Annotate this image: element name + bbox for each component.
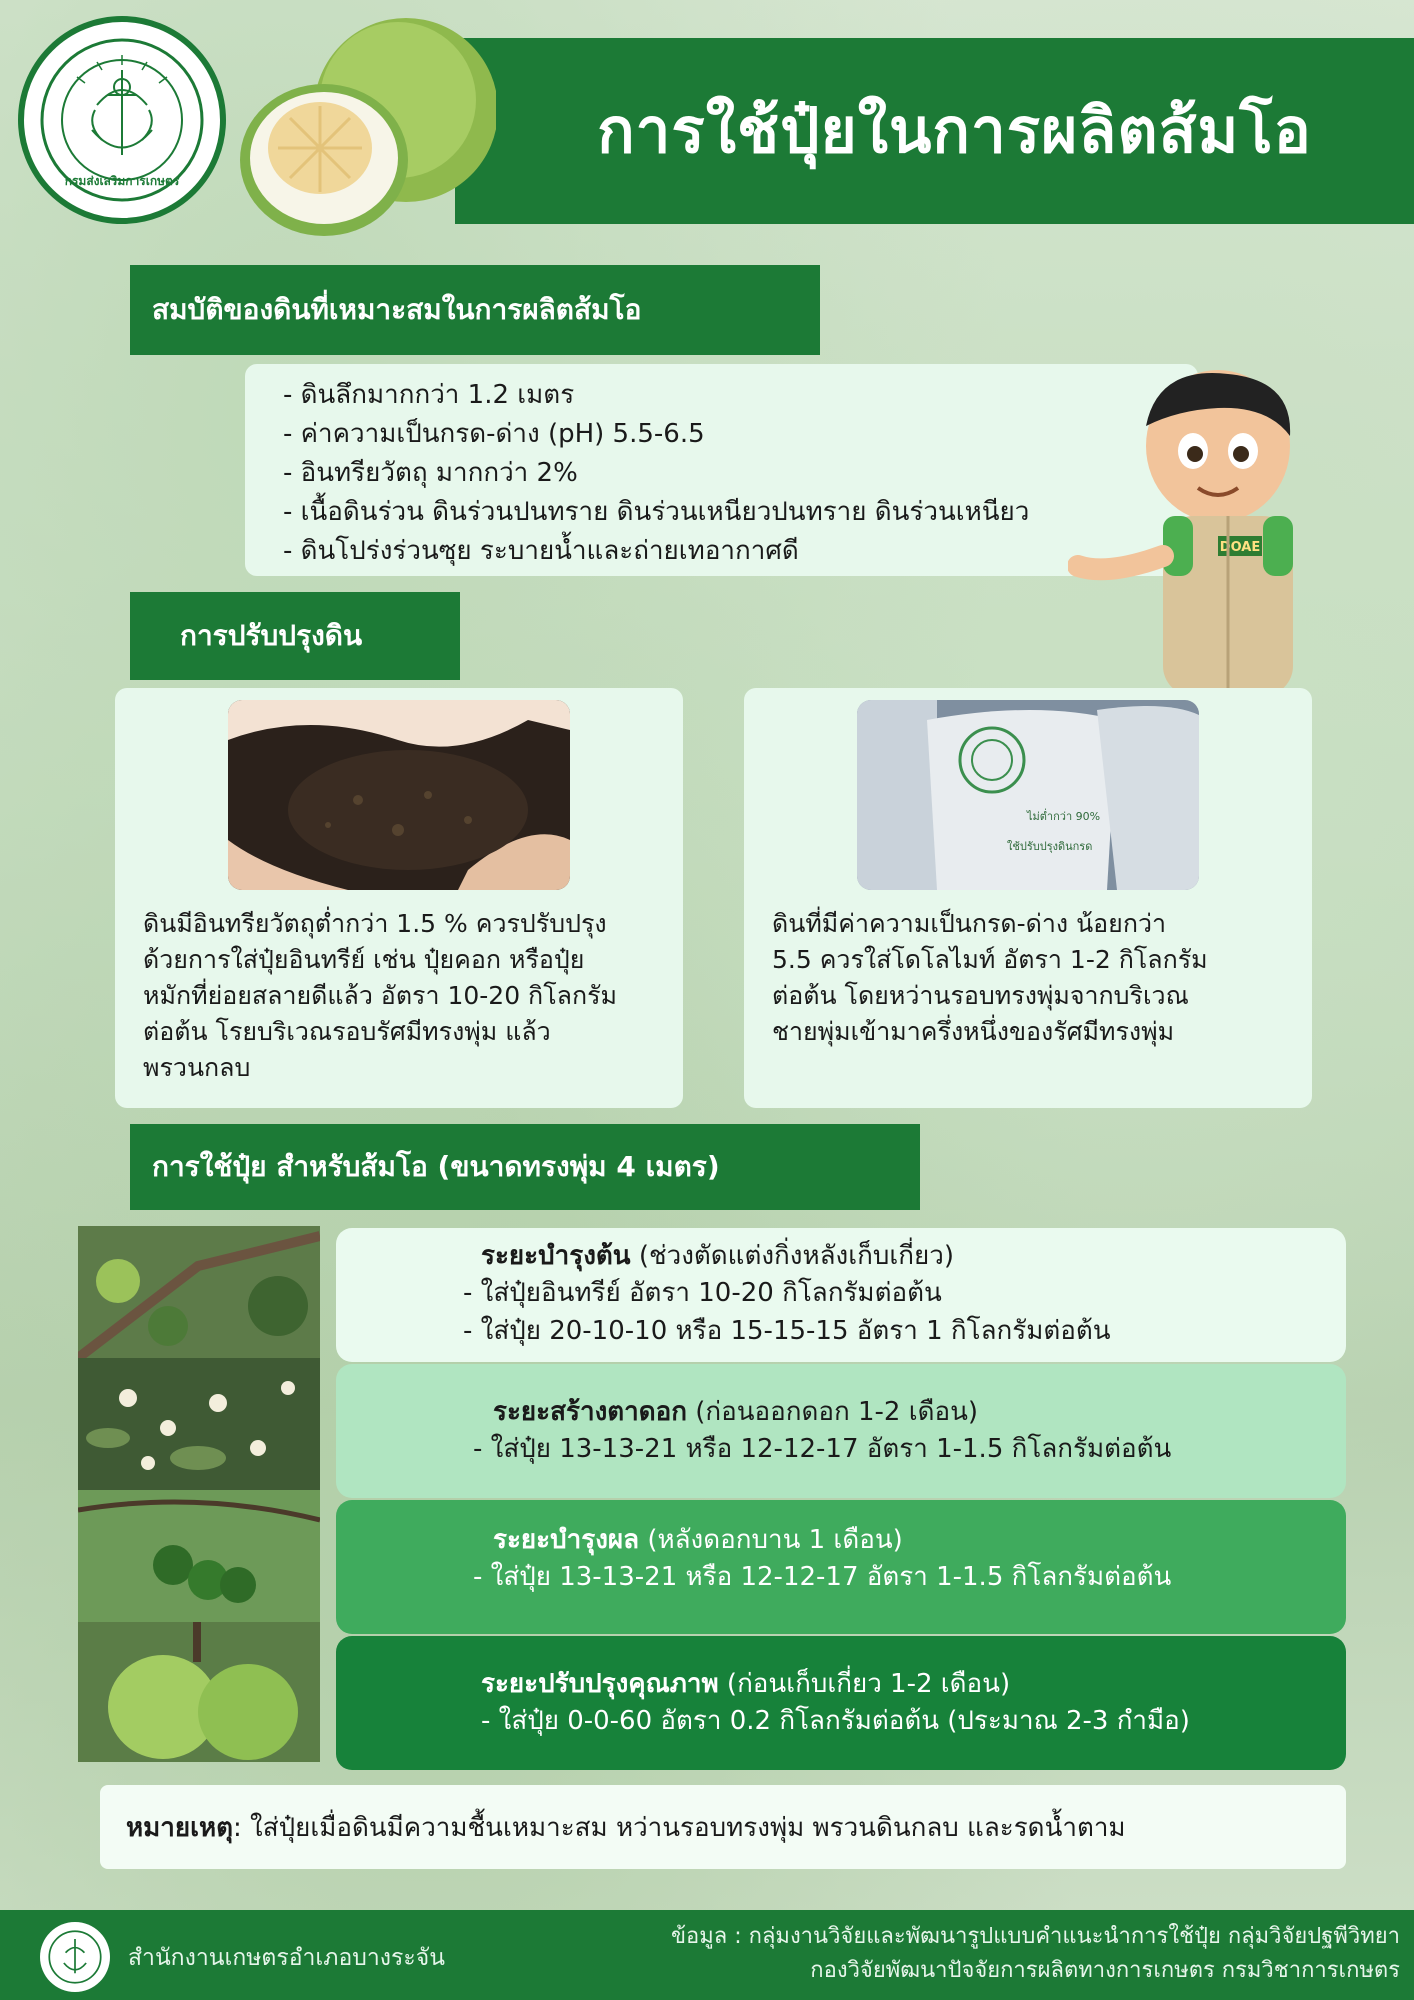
desc-line: ด้วยการใส่ปุ๋ยอินทรีย์ เช่น ปุ๋ยคอก หรือปุ๋ย — [143, 945, 585, 974]
stage-3-image — [78, 1490, 320, 1622]
stage-title — [481, 1238, 1346, 1274]
compost-in-hands-image — [228, 700, 570, 890]
title-banner — [455, 38, 1414, 224]
stage-line: - ใส่ปุ๋ย 20-10-10 หรือ 15-15-15 อัตรา 1 กิโลกรัมต่อต้น — [463, 1316, 1111, 1346]
desc-line: หมักที่ย่อยสลายดีแล้ว อัตรา 10-20 กิโลกรัม — [143, 981, 617, 1010]
desc-line: ดินที่มีค่าความเป็นกรด-ด่าง น้อยกว่า — [772, 909, 1167, 938]
page-title: การใช้ปุ๋ยในการผลิตส้มโอ — [597, 94, 1312, 167]
stage-subtitle: (ช่วงตัดแต่งกิ่งหลังเก็บเกี่ยว) — [630, 1241, 954, 1271]
sack-text-2: ใช้ปรับปรุงดินกรด — [1007, 840, 1093, 853]
stage-title — [481, 1666, 1346, 1702]
soil-heading-text: สมบัติของดินที่เหมาะสมในการผลิตส้มโอ — [152, 293, 642, 326]
stage-4-image — [78, 1622, 320, 1762]
organic-matter-card — [115, 688, 683, 1108]
stage-title-bold: ระยะสร้างตาดอก — [493, 1397, 687, 1427]
source-line: ข้อมูล : กลุ่มงานวิจัยและพัฒนารูปแบบคำแนะนำการใช้ปุ๋ย กลุ่มวิจัยปฐพีวิทยา — [671, 1924, 1400, 1949]
desc-line: ต่อต้น โรยบริเวณรอบรัศมีทรงพุ่ม แล้ว — [143, 1017, 551, 1046]
soil-properties-card — [245, 364, 1198, 576]
list-item: - ค่าความเป็นกรด-ด่าง (pH) 5.5-6.5 — [283, 419, 705, 449]
stage-line: - ใส่ปุ๋ย 0-0-60 อัตรา 0.2 กิโลกรัมต่อต้น (ประมาณ 2-3 กำมือ) — [481, 1706, 1190, 1736]
desc-line: ต่อต้น โดยหว่านรอบทรงพุ่มจากบริเวณ — [772, 981, 1189, 1010]
soil-section-heading — [130, 265, 820, 355]
stage-1-image — [78, 1226, 320, 1358]
note-text: : ใส่ปุ๋ยเมื่อดินมีความชื้นเหมาะสม หว่านรอบทรงพุ่ม พรวนดินกลบ และรดน้ำตาม — [233, 1812, 1126, 1843]
stage-title-bold: ระยะบำรุงต้น — [481, 1241, 631, 1271]
pomelo-fruit-image — [238, 14, 496, 238]
list-item: - ดินโปร่งร่วนซุย ระบายน้ำและถ่ายเทอากาศดี — [283, 536, 799, 566]
stage-line: - ใส่ปุ๋ย 13-13-21 หรือ 12-12-17 อัตรา 1-1.5 กิโลกรัมต่อต้น — [473, 1562, 1172, 1592]
fertilizer-section-heading — [130, 1124, 920, 1210]
desc-line: พรวนกลบ — [143, 1053, 251, 1082]
stage-subtitle: (หลังดอกบาน 1 เดือน) — [639, 1525, 903, 1555]
stage-quality — [336, 1636, 1346, 1770]
stage-2-image — [78, 1358, 320, 1490]
stage-title — [493, 1522, 1346, 1558]
dolomite-description — [772, 906, 1284, 1050]
list-item: - ดินลึกมากกว่า 1.2 เมตร — [283, 380, 575, 410]
footer-seal-icon — [40, 1922, 110, 1992]
stage-fruit — [336, 1500, 1346, 1634]
stage-title — [493, 1394, 1346, 1430]
seal-icon — [37, 35, 207, 205]
stage-line: - ใส่ปุ๋ยอินทรีย์ อัตรา 10-20 กิโลกรัมต่อต้น — [463, 1278, 942, 1308]
dolomite-card — [744, 688, 1312, 1108]
department-seal-logo — [18, 16, 226, 224]
source-line: กองวิจัยพัฒนาปัจจัยการผลิตทางการเกษตร กรมวิชาการเกษตร — [810, 1958, 1400, 1983]
note-box — [100, 1785, 1346, 1869]
list-item: - เนื้อดินร่วน ดินร่วนปนทราย ดินร่วนเหนียวปนทราย ดินร่วนเหนียว — [283, 497, 1030, 527]
stage-line: - ใส่ปุ๋ย 13-13-21 หรือ 12-12-17 อัตรา 1-1.5 กิโลกรัมต่อต้น — [473, 1434, 1172, 1464]
desc-line: ชายพุ่มเข้ามาครึ่งหนึ่งของรัศมีทรงพุ่ม — [772, 1017, 1175, 1046]
desc-line: ดินมีอินทรียวัตถุต่ำกว่า 1.5 % ควรปรับปรุง — [143, 909, 607, 938]
stage-title-bold: ระยะปรับปรุงคุณภาพ — [481, 1669, 719, 1699]
note-label: หมายเหตุ — [126, 1812, 234, 1843]
fertilizer-heading-text: การใช้ปุ๋ย สำหรับส้มโอ (ขนาดทรงพุ่ม 4 เมตร) — [152, 1150, 720, 1183]
dolomite-sacks-image — [857, 700, 1199, 890]
improve-heading-text: การปรับปรุงดิน — [180, 619, 363, 652]
seal-text: กรมส่งเสริมการเกษตร — [64, 174, 180, 188]
improve-section-heading — [130, 592, 460, 680]
organic-matter-description — [143, 906, 655, 1086]
stage-subtitle: (ก่อนออกดอก 1-2 เดือน) — [686, 1397, 979, 1427]
list-item: - อินทรียวัตถุ มากกว่า 2% — [283, 458, 578, 488]
stage-maintain-tree — [336, 1228, 1346, 1362]
footer-office: สำนักงานเกษตรอำเภอบางระจัน — [128, 1945, 445, 1971]
stage-title-bold: ระยะบำรุงผล — [493, 1525, 640, 1555]
stage-subtitle: (ก่อนเก็บเกี่ยว 1-2 เดือน) — [718, 1669, 1011, 1699]
stage-flower-bud — [336, 1364, 1346, 1498]
mascot-illustration — [1068, 366, 1328, 696]
sack-text: ไม่ต่ำกว่า 90% — [1027, 810, 1101, 823]
desc-line: 5.5 ควรใส่โดโลไมท์ อัตรา 1-2 กิโลกรัม — [772, 945, 1208, 974]
footer-source — [671, 1920, 1400, 1988]
mascot-badge: DOAE — [1219, 540, 1261, 555]
footer — [0, 1910, 1414, 2000]
